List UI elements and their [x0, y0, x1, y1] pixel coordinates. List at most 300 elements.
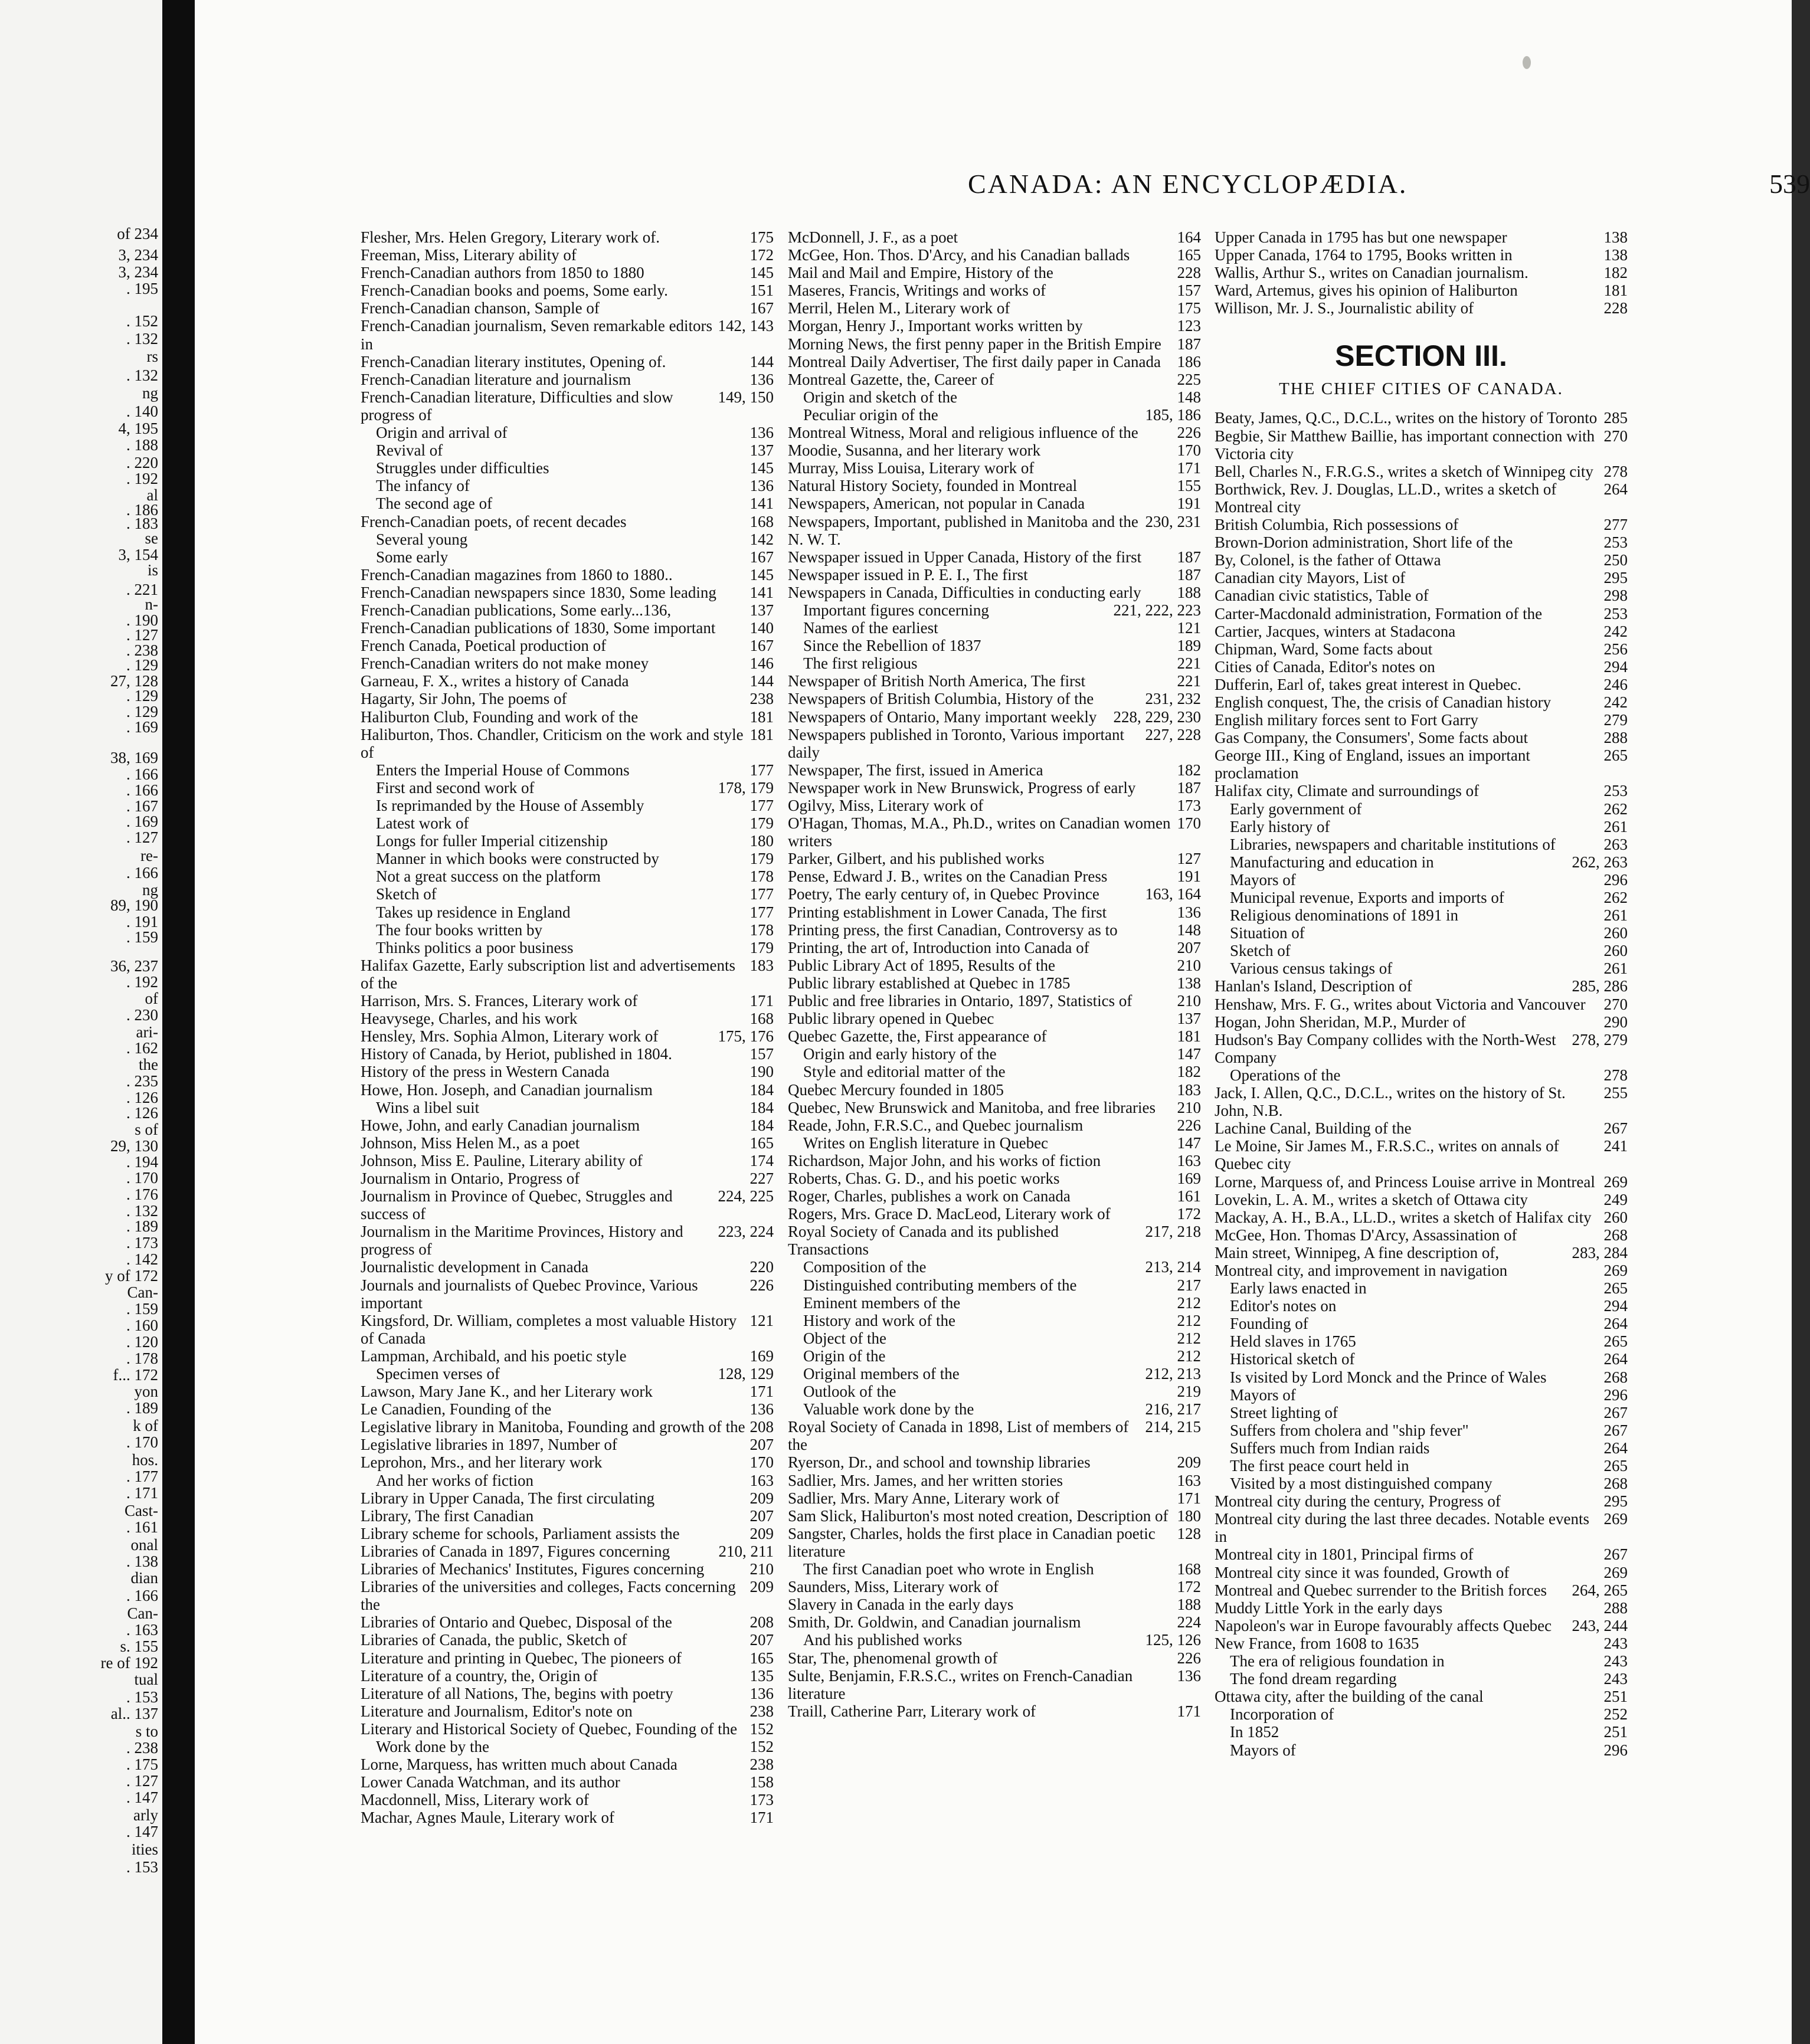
index-entry	[361, 1578, 774, 1613]
index-entry-text: The second age of	[376, 494, 493, 513]
left-page-fragment: is	[147, 561, 158, 579]
index-entry	[788, 1453, 1201, 1471]
index-entry	[1215, 1741, 1628, 1759]
index-entry-text: George III., King of England, issues an important proclamation	[1215, 746, 1530, 782]
index-entry	[1215, 1688, 1628, 1705]
page-number: 539	[1769, 169, 1810, 199]
index-entry-page: 138	[1600, 228, 1628, 246]
index-entry-page: 221	[1174, 654, 1202, 672]
index-column-3	[1215, 228, 1628, 1759]
index-entry-text: Distinguished contributing members of the	[803, 1276, 1077, 1294]
index-entry	[1215, 977, 1628, 995]
index-entry-page: 136	[747, 424, 774, 441]
index-entry-text: French-Canadian writers do not make money	[361, 654, 649, 673]
index-entry-text: British Columbia, Rich possessions of	[1215, 516, 1459, 534]
index-entry	[1215, 1545, 1628, 1563]
index-entry-page: 268	[1600, 1475, 1628, 1492]
index-entry-text: Libraries of Ontario and Quebec, Disposal of the	[361, 1613, 672, 1632]
left-page-edge	[0, 0, 162, 2044]
index-entry-page: 207	[1174, 939, 1202, 957]
index-entry-text: Early laws enacted in	[1230, 1279, 1367, 1298]
index-entry	[361, 637, 774, 654]
index-entry-page: 255	[1600, 1084, 1628, 1102]
index-entry-page: 147	[1174, 1134, 1202, 1152]
index-entry-text: Sketch of	[376, 885, 437, 903]
index-entry-page: 161	[1174, 1187, 1202, 1205]
index-entry-text: Parker, Gilbert, and his published works	[788, 850, 1045, 868]
index-entry	[361, 494, 774, 512]
index-entry-text: Editor's notes on	[1230, 1297, 1337, 1315]
left-page-fragment: . 238	[126, 641, 158, 659]
index-entry	[361, 1134, 774, 1152]
index-entry	[361, 779, 774, 797]
index-entry-text: Work done by the	[376, 1737, 490, 1755]
left-page-fragment: . 129	[126, 703, 158, 720]
index-entry-text: Various census takings of	[1230, 959, 1393, 978]
index-entry-text: Murray, Miss Louisa, Literary work of	[788, 459, 1035, 477]
index-entry	[1215, 551, 1628, 569]
index-entry-page: 163, 164	[1142, 885, 1202, 903]
index-entry-text: Rogers, Mrs. Grace D. MacLeod, Literary work of	[788, 1205, 1111, 1223]
index-entry-page: 226	[1174, 424, 1202, 441]
index-entry-text: Hogan, John Sheridan, M.P., Murder of	[1215, 1013, 1466, 1031]
index-entry-page: 207	[747, 1631, 774, 1649]
index-entry-text: Wallis, Arthur S., writes on Canadian journalism.	[1215, 264, 1528, 282]
index-entry	[1215, 1670, 1628, 1688]
index-entry-page: 149, 150	[715, 388, 774, 406]
index-entry	[788, 317, 1201, 335]
index-entry-page: 210, 211	[715, 1542, 774, 1560]
left-page-fragment: . 170	[126, 1433, 158, 1451]
index-entry	[361, 1418, 774, 1436]
index-entry	[788, 761, 1201, 779]
index-entry-page: 155	[1174, 477, 1202, 494]
index-entry	[361, 1081, 774, 1099]
index-entry	[361, 566, 774, 584]
index-entry-text: Montreal city in 1801, Principal firms of	[1215, 1545, 1474, 1564]
index-entry-page: 191	[1174, 867, 1202, 885]
index-entry-page: 270	[1600, 427, 1628, 445]
index-entry-text: Moodie, Susanna, and her literary work	[788, 441, 1041, 460]
index-entry-page: 264	[1600, 1315, 1628, 1332]
index-entry	[788, 1525, 1201, 1560]
index-entry	[361, 1383, 774, 1400]
index-entry-text: And his published works	[803, 1631, 963, 1649]
index-entry	[1215, 299, 1628, 317]
index-entry	[788, 281, 1201, 299]
index-entry-page: 296	[1600, 1386, 1628, 1404]
index-entry	[1215, 1510, 1628, 1545]
index-entry	[788, 1489, 1201, 1507]
index-entry-page: 168	[1174, 1560, 1202, 1578]
index-entry-text: Gas Company, the Consumers', Some facts about	[1215, 729, 1528, 747]
index-entry-page: 252	[1600, 1705, 1628, 1723]
index-entry	[1215, 1315, 1628, 1332]
index-entry	[361, 992, 774, 1010]
index-entry-page: 267	[1600, 1119, 1628, 1137]
index-entry	[361, 264, 774, 281]
index-entry-text: Lawson, Mary Jane K., and her Literary work	[361, 1383, 653, 1401]
index-entry	[361, 548, 774, 566]
index-entry-text: French-Canadian chanson, Sample of	[361, 299, 600, 317]
index-entry-text: Napoleon's war in Europe favourably affects Quebec	[1215, 1616, 1552, 1634]
index-entry	[788, 1560, 1201, 1578]
index-entry-text: Carter-Macdonald administration, Formation of the	[1215, 604, 1543, 623]
index-entry	[361, 388, 774, 424]
index-entry	[1215, 676, 1628, 693]
left-page-fragment: . 126	[126, 1104, 158, 1122]
index-entry	[788, 566, 1201, 584]
index-entry-text: The first Canadian poet who wrote in English	[803, 1560, 1094, 1578]
index-entry-page: 243, 244	[1569, 1617, 1628, 1634]
index-entry-text: Style and editorial matter of the	[803, 1063, 1006, 1081]
index-entry-text: Visited by a most distinguished company	[1230, 1475, 1492, 1493]
index-entry-text: Sketch of	[1230, 942, 1291, 960]
index-entry-page: 250	[1600, 551, 1628, 569]
index-entry-text: The first religious	[803, 654, 918, 673]
index-entry-page: 140	[747, 619, 774, 637]
index-entry-page: 188	[1174, 1596, 1202, 1613]
index-entry-text: Printing establishment in Lower Canada, The first	[788, 903, 1107, 921]
index-entry-page: 288	[1600, 1599, 1628, 1617]
index-entry	[361, 672, 774, 690]
index-entry-page: 167	[747, 637, 774, 654]
index-entry	[788, 637, 1201, 654]
index-entry-page: 144	[747, 353, 774, 371]
index-entry	[361, 246, 774, 264]
index-entry	[1215, 729, 1628, 746]
index-entry-text: Eminent members of the	[803, 1293, 961, 1312]
book-gutter	[162, 0, 195, 2044]
index-entry-page: 144	[747, 672, 774, 690]
index-entry	[1215, 264, 1628, 281]
left-page-fragment: 89, 190	[110, 896, 158, 914]
index-entry-page: 190	[747, 1063, 774, 1080]
index-entry-text: Ottawa city, after the building of the canal	[1215, 1688, 1484, 1706]
index-entry-page: 285, 286	[1569, 977, 1628, 995]
index-entry-page: 185, 186	[1142, 406, 1202, 424]
index-entry-text: Operations of the	[1230, 1066, 1341, 1084]
index-entry-page: 148	[1174, 921, 1202, 939]
index-entry	[1215, 853, 1628, 871]
index-entry-page: 181	[747, 726, 774, 743]
index-entry-text: Roger, Charles, publishes a work on Canada	[788, 1187, 1071, 1206]
index-entry-text: Lorne, Marquess of, and Princess Louise arrive in Montreal	[1215, 1172, 1595, 1191]
index-entry	[788, 513, 1201, 548]
index-entry-page: 168	[747, 1010, 774, 1027]
index-entry-text: Situation of	[1230, 924, 1305, 942]
index-entry	[361, 584, 774, 601]
index-entry-page: 172	[747, 246, 774, 264]
left-page-fragment: ari-	[136, 1023, 158, 1041]
index-entry-text: Suffers much from Indian raids	[1230, 1439, 1430, 1457]
index-entry	[788, 1223, 1201, 1258]
index-entry-text: Upper Canada, 1764 to 1795, Books written in	[1215, 246, 1513, 264]
index-entry-text: Quebec, New Brunswick and Manitoba, and free libraries	[788, 1098, 1156, 1116]
index-entry-text: Montreal Witness, Moral and religious influence of the	[788, 424, 1138, 442]
index-entry	[361, 1613, 774, 1631]
index-entry-text: Le Moine, Sir James M., F.R.S.C., writes on annals of Quebec city	[1215, 1137, 1559, 1173]
index-entry-page: 253	[1600, 782, 1628, 800]
left-page-fragment: . 194	[126, 1153, 158, 1171]
index-entry-page: 288	[1600, 729, 1628, 746]
index-entry	[361, 441, 774, 459]
index-entry-page: 142	[747, 530, 774, 548]
index-page	[195, 0, 1810, 2044]
index-entry-page: 209	[747, 1525, 774, 1542]
index-entry-page: 296	[1600, 1741, 1628, 1759]
left-page-fragment: . 190	[126, 611, 158, 629]
index-entry-page: 184	[747, 1081, 774, 1099]
left-page-fragment: re-	[140, 847, 158, 864]
index-entry-text: Traill, Catherine Parr, Literary work of	[788, 1702, 1036, 1720]
index-entry	[361, 1010, 774, 1027]
index-entry	[788, 654, 1201, 672]
index-entry-page: 136	[747, 371, 774, 388]
left-page-fragment: the	[139, 1056, 158, 1073]
index-entry-page: 226	[1174, 1649, 1202, 1667]
index-entry	[788, 1170, 1201, 1187]
index-entry-page: 164	[1174, 228, 1202, 246]
index-entry-text: Libraries, newspapers and charitable institutions of	[1230, 835, 1556, 853]
left-page-fragment: . 167	[126, 797, 158, 815]
index-entry	[788, 974, 1201, 992]
index-entry	[361, 1702, 774, 1720]
index-entry	[788, 1294, 1201, 1312]
index-entry	[1215, 871, 1628, 889]
index-entry-text: Journalism in Ontario, Progress of	[361, 1169, 580, 1187]
index-entry-page: 265	[1600, 1279, 1628, 1297]
index-entry-page: 224	[1174, 1613, 1202, 1631]
left-page-fragment: 36, 237	[110, 957, 158, 975]
left-page-fragment: al.. 137	[110, 1705, 158, 1722]
index-entry	[1215, 1226, 1628, 1244]
index-entry-page: 209	[1174, 1453, 1202, 1471]
index-entry	[788, 388, 1201, 406]
index-entry-text: Since the Rebellion of 1837	[803, 637, 981, 655]
index-entry-text: Literary and Historical Society of Quebec, Founding of the	[361, 1719, 738, 1738]
index-entry	[1215, 1262, 1628, 1279]
index-entry-text: Some early	[376, 548, 449, 566]
index-entry	[788, 1400, 1201, 1418]
index-entry-page: 135	[747, 1667, 774, 1685]
index-entry-text: Maseres, Francis, Writings and works of	[788, 281, 1046, 300]
index-entry-text: French Canada, Poetical production of	[361, 637, 607, 655]
index-entry-text: Muddy Little York in the early days	[1215, 1598, 1443, 1617]
index-entry	[1215, 228, 1628, 246]
left-page-fragment: y of 172	[105, 1267, 158, 1285]
index-entry	[788, 1383, 1201, 1400]
index-entry-text: Mayors of	[1230, 1741, 1296, 1759]
index-entry-page: 187	[1174, 566, 1202, 584]
index-entry-page: 238	[747, 1702, 774, 1720]
index-entry-text: Early government of	[1230, 800, 1362, 818]
index-entry-page: 163	[1174, 1152, 1202, 1170]
index-entry-page: 169	[1174, 1170, 1202, 1187]
index-entry-text: French-Canadian books and poems, Some early.	[361, 281, 668, 300]
index-entry	[361, 797, 774, 814]
index-entry	[788, 494, 1201, 512]
index-entry-text: Newspaper of British North America, The first	[788, 672, 1086, 690]
left-page-fragment: tual	[134, 1670, 158, 1688]
index-entry-text: Library in Upper Canada, The first circulating	[361, 1489, 655, 1507]
index-entry	[788, 1347, 1201, 1365]
index-entry-page: 173	[747, 1791, 774, 1809]
index-entry	[788, 299, 1201, 317]
index-entry-page: 121	[1174, 619, 1202, 637]
index-entry	[1215, 623, 1628, 640]
index-entry	[1215, 605, 1628, 623]
index-entry-page: 171	[1174, 1489, 1202, 1507]
index-entry	[361, 1685, 774, 1702]
index-entry	[361, 353, 774, 371]
index-entry-text: Suffers from cholera and "ship fever"	[1230, 1421, 1469, 1439]
index-entry-text: Newspapers, Important, published in Manitoba and the N. W. T.	[788, 512, 1138, 548]
index-entry-page: 146	[747, 654, 774, 672]
index-entry-text: Hensley, Mrs. Sophia Almon, Literary work of	[361, 1027, 659, 1046]
index-entry	[1215, 658, 1628, 676]
index-entry-page: 175	[1174, 299, 1202, 317]
left-page-fragment: . 159	[126, 1300, 158, 1318]
index-entry-page: 157	[747, 1045, 774, 1063]
index-entry	[788, 939, 1201, 957]
index-entry-text: The first peace court held in	[1230, 1457, 1409, 1475]
index-entry	[361, 1542, 774, 1560]
index-entry-page: 136	[1174, 903, 1202, 921]
index-entry	[788, 690, 1201, 707]
index-entry-page: 187	[1174, 335, 1202, 353]
index-entry-page: 181	[1600, 281, 1628, 299]
left-page-fragment: . 169	[126, 813, 158, 830]
index-entry-page: 180	[747, 832, 774, 850]
left-page-fragment: ng	[142, 384, 158, 402]
index-entry	[361, 1472, 774, 1489]
index-entry	[788, 1578, 1201, 1596]
index-entry-text: Mail and Mail and Empire, History of the	[788, 264, 1053, 282]
index-entry-text: Montreal Gazette, the, Career of	[788, 370, 994, 388]
index-entry	[788, 1631, 1201, 1649]
index-entry-text: Journals and journalists of Quebec Province, Various important	[361, 1276, 698, 1312]
index-entry-text: French-Canadian literary institutes, Opening of.	[361, 352, 666, 371]
index-entry-page: 207	[747, 1507, 774, 1525]
index-entry-page: 208	[747, 1418, 774, 1436]
index-entry-text: Public Library Act of 1895, Results of the	[788, 956, 1055, 974]
index-entry-text: Newspapers, American, not popular in Canada	[788, 494, 1085, 513]
index-entry-text: Names of the earliest	[803, 619, 938, 637]
index-entry	[1215, 427, 1628, 463]
index-entry-text: Haliburton Club, Founding and work of the	[361, 707, 639, 726]
index-entry	[788, 1613, 1201, 1631]
index-entry	[1215, 281, 1628, 299]
index-entry-page: 137	[747, 601, 774, 619]
index-entry-page: 208	[747, 1613, 774, 1631]
left-page-fragment: onal	[130, 1536, 158, 1554]
index-entry	[361, 1631, 774, 1649]
index-entry	[1215, 587, 1628, 604]
index-entry-text: Object of the	[803, 1329, 886, 1347]
index-entry-page: 145	[747, 264, 774, 281]
index-entry	[1215, 889, 1628, 906]
page-blemish	[1523, 56, 1531, 69]
index-entry-text: Le Canadien, Founding of the	[361, 1400, 552, 1419]
index-entry-text: Newspaper issued in Upper Canada, History of the first	[788, 548, 1142, 566]
index-entry	[788, 1702, 1201, 1720]
index-entry-text: Newspaper, The first, issued in America	[788, 761, 1043, 779]
index-entry-text: Ryerson, Dr., and school and township libraries	[788, 1453, 1091, 1472]
index-entry-page: 269	[1600, 1262, 1628, 1279]
index-entry-page: 212	[1174, 1329, 1202, 1347]
left-page-fragment: . 166	[126, 864, 158, 882]
index-entry-text: Jack, I. Allen, Q.C., D.C.L., writes on the history of St. John, N.B.	[1215, 1084, 1566, 1120]
left-page-fragment: . 191	[126, 913, 158, 931]
index-entry-text: Flesher, Mrs. Helen Gregory, Literary work of.	[361, 228, 660, 246]
index-entry	[788, 264, 1201, 281]
index-entry	[788, 921, 1201, 939]
index-column-3-bottom	[1215, 409, 1628, 1758]
index-entry	[361, 1347, 774, 1365]
index-entry	[788, 1045, 1201, 1063]
index-entry	[788, 1010, 1201, 1027]
index-entry-page: 260	[1600, 924, 1628, 942]
index-entry	[788, 406, 1201, 424]
left-page-fragment: n-	[145, 595, 158, 613]
left-page-fragment: k of	[133, 1417, 158, 1434]
index-entry-text: Main street, Winnipeg, A fine description of,	[1215, 1243, 1500, 1262]
left-page-fragment: . 126	[126, 1089, 158, 1106]
index-entry	[1215, 1634, 1628, 1652]
index-entry-page: 184	[747, 1099, 774, 1116]
index-entry	[361, 1223, 774, 1258]
index-entry	[361, 1649, 774, 1667]
index-entry-page: 294	[1600, 658, 1628, 676]
index-entry-text: History and work of the	[803, 1311, 955, 1329]
index-entry-page: 263	[1600, 836, 1628, 853]
index-entry-text: The four books written by	[376, 921, 542, 939]
index-entry-text: The era of religious foundation in	[1230, 1652, 1445, 1670]
index-entry	[361, 1258, 774, 1276]
index-entry	[361, 1365, 774, 1383]
index-entry-page: 278	[1600, 463, 1628, 480]
index-entry	[361, 477, 774, 494]
index-column-2	[788, 228, 1201, 1720]
index-entry-text: Sadlier, Mrs. James, and her written stories	[788, 1471, 1063, 1489]
index-entry-text: Lachine Canal, Building of the	[1215, 1119, 1412, 1138]
index-entry-page: 157	[1174, 281, 1202, 299]
index-entry-page: 137	[1174, 1010, 1202, 1027]
index-entry-text: Sulte, Benjamin, F.R.S.C., writes on French-Canadian literature	[788, 1666, 1133, 1702]
index-column-1	[361, 228, 774, 1826]
index-entry	[1215, 1191, 1628, 1208]
index-entry-text: French-Canadian newspapers since 1830, Some leading	[361, 583, 716, 601]
index-entry-page: 290	[1600, 1013, 1628, 1031]
index-entry-page: 228	[1174, 264, 1202, 281]
index-entry	[361, 1187, 774, 1223]
index-entry-page: 230, 231	[1142, 513, 1202, 530]
index-entry	[361, 317, 774, 352]
section-heading: SECTION III.	[1335, 339, 1507, 373]
index-entry-text: Smith, Dr. Goldwin, and Canadian journalism	[788, 1613, 1081, 1632]
index-entry-text: Literature and Journalism, Editor's note on	[361, 1702, 633, 1720]
index-entry-page: 238	[747, 690, 774, 707]
index-entry-page: 147	[1174, 1045, 1202, 1063]
index-entry-page: 182	[1174, 1063, 1202, 1080]
index-entry	[1215, 1475, 1628, 1492]
left-page-fragment: . 186	[126, 501, 158, 519]
index-entry	[1215, 1404, 1628, 1421]
left-page-fragment: al	[146, 486, 158, 504]
index-entry	[788, 726, 1201, 761]
index-column-3-top	[1215, 228, 1628, 317]
